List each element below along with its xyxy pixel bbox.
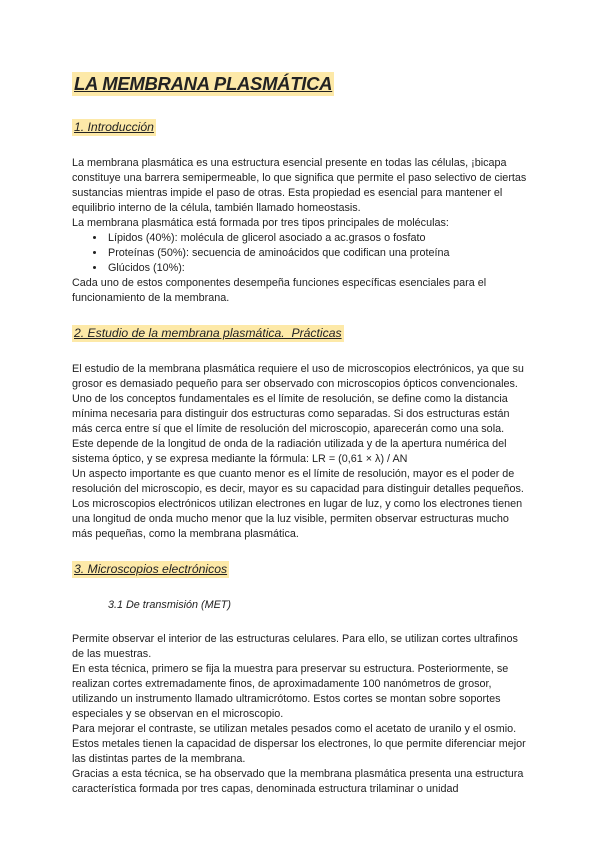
section-estudio: [72, 324, 528, 542]
list-item: • Proteínas (50%): secuencia de aminoácidos que codifican una proteína: [106, 246, 528, 261]
paragraph: Un aspecto importante es que cuanto menor es el límite de resolución, mayor es el poder de resolución del microscopio, es decir, mayor es su capacidad para distinguir detalles pequeños.: [72, 468, 524, 495]
document-title: LA MEMBRANA PLASMÁTICA: [74, 73, 333, 94]
paragraph: Los microscopios electrónicos utilizan electrones en lugar de luz, y como los electrones tienen una longitud de onda mucho menor que la luz visible, permiten observar estructuras mucho más pequeñas, como la membrana plasmática.: [72, 498, 523, 540]
section-heading-1: 1. Introducción: [74, 120, 154, 134]
list-item: • Glúcidos (10%):: [106, 261, 528, 276]
section-microscopios: [72, 560, 528, 797]
paragraph: Gracias a esta técnica, se ha observado que la membrana plasmática presenta una estructura característica formada por tres capas, denominada estructura trilaminar o unidad: [72, 768, 524, 795]
section-heading-3: 3. Microscopios electrónicos: [74, 562, 228, 576]
paragraph: Cada uno de estos componentes desempeña funciones específicas esenciales para el funcionamiento de la membrana.: [72, 277, 487, 304]
spacer: [72, 306, 528, 324]
paragraph: Para mejorar el contraste, se utilizan metales pesados como el acetato de uranilo y el osmio. Estos metales tienen la capacidad de dispersar los electrones, lo que permite diferenciar mejor las distintas partes de la membrana.: [72, 723, 526, 765]
paragraph: En esta técnica, primero se fija la muestra para preservar su estructura. Posteriormente, se realizan cortes extremadamente finos, de aproximadamente 100 nanómetros de grosor, utilizando un instrumento llamado ultramicrótomo. Estos cortes se montan sobre soportes especiales y se observan en el microscopio.: [72, 663, 509, 720]
section-introduccion: [72, 118, 528, 306]
section-heading-2: 2. Estudio de la membrana plasmática. Prácticas: [74, 326, 342, 340]
paragraph: Este depende de la longitud de onda de la radiación utilizada y de la apertura numérica del sistema óptico, y se expresa mediante la fórmula: LR = (0,61 × λ) / AN: [72, 438, 507, 465]
paragraph: Uno de los conceptos fundamentales es el límite de resolución, se define como la distancia mínima necesaria para distinguir dos estructuras como separadas. Si dos estructuras están más cerca entre sí que el límite de resolución del microscopio, aparecerán como una sola.: [72, 393, 510, 435]
subsection-heading: 3.1 De transmisión (MET): [108, 599, 231, 611]
paragraph: La membrana plasmática es una estructura esencial presente en todas las células, ¡bicapa constituye una barrera semipermeable, lo que significa que permite el paso selectivo de ciertas sustancias mientras impide el paso de otras. Esta propiedad es esencial para mantener el equilibrio interno de la célula, también llamado homeostasis.: [72, 157, 527, 214]
paragraph: Permite observar el interior de las estructuras celulares. Para ello, se utilizan cortes ultrafinos de las muestras.: [72, 633, 518, 660]
spacer: [72, 542, 528, 560]
list-item: • Lípidos (40%): molécula de glicerol asociado a ac.grasos o fosfato: [106, 231, 528, 246]
paragraph: La membrana plasmática está formada por tres tipos principales de moléculas:: [72, 217, 449, 229]
paragraph: El estudio de la membrana plasmática requiere el uso de microscopios electrónicos, ya que su grosor es demasiado pequeño para ser observado con microscopios ópticos convencionales.: [72, 363, 524, 390]
molecule-list: [72, 231, 528, 276]
